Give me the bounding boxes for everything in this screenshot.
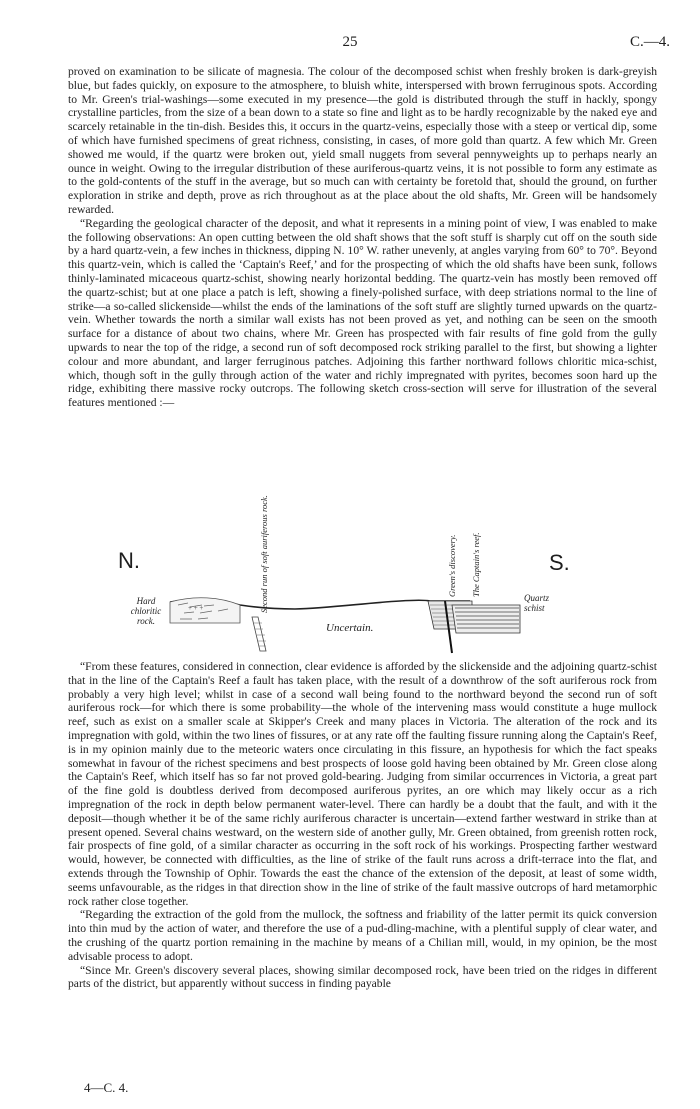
second-run-label: Second run of soft auriferous rock. — [259, 495, 269, 613]
quartz-schist-label: Quartz schist — [524, 593, 550, 613]
captains-reef-label: The Captain's reef. — [471, 532, 481, 597]
greens-discovery-label: Green's discovery. — [447, 534, 457, 597]
paragraph: “Regarding the geological character of the deposit, and what it represents in a mining point of view, I was enabled to make the following observations: An open cutting between the old shaft shows that the soft stuff is sharply cut off on the south side by a hard quartz-vein, a few inches in thickness, dipping N. 10° W. rather unevenly, at angles varying from 60° to 70°. Beyond this quartz-vein, which is called the ‘Captain's Reef,’ and for the prospecting of which the old shafts have been sunk, follows thinly-laminated micaceous quartz-schist, showing nearly horizontal bedding. The quartz-vein has mostly been removed off the quartz-schist; but at one place a patch is left, showing a finely-polished surface, with deep striations normal to the line of strike—a so-called slickenside—whilst the ends of the laminations of the soft stuff are slightly turned upwards on the quartz-vein. Whether towards the north a similar wall exists has not been proved as yet, and nothing can be seen on the smooth surface for a distance of about two chains, where Mr. Green has prospected with fair results of fine gold from the gully upwards to near the top of the ridge, a second run of soft decomposed rock striking parallel to the first, but showing a lighter colour and more abundant, and larger ferruginous patches. Adjoining this farther northward follows chloritic mica-schist, which, though soft in the gully through action of the water and richly impregnated with pyrites, becomes soon hard up the ridge, exhibiting there massive rocky outcrops. The following sketch cross-section will serve for illustration of the several features mentioned :— — [68, 216, 657, 410]
upper-text-block — [68, 65, 657, 410]
cross-section-figure — [100, 495, 620, 655]
chloritic-rock-crosses: + + + — [188, 604, 204, 612]
lower-text-block — [68, 660, 657, 991]
north-label: N. — [118, 548, 140, 573]
paragraph: “Regarding the extraction of the gold from the mullock, the softness and friability of the latter permit its quick conversion into thin mud by the action of water, and therefore the use of a pud-dling-machine, with a plentiful supply of clear water, and the crushing of the quartz portion remaining in the machine by means of a Chilian mill, would, in my opinion, be the most advisable process to adopt. — [68, 908, 657, 963]
sheet-signature: 4—C. 4. — [84, 1080, 129, 1095]
uncertain-label: Uncertain. — [326, 622, 374, 634]
hard-chloritic-rock-label: Hard chloritic rock. — [130, 596, 162, 626]
paragraph: “From these features, considered in connection, clear evidence is afforded by the slickenside and the adjoining quartz-schist that in the line of the Captain's Reef a fault has taken place, with the result of a downthrow of the soft auriferous rock from probably a very high level; whilst in case of a second wall being found to the northward beyond the second run of soft auriferous rock—for which there is some probability—the whole of the intervening mass would constitute a huge mullock reef, such as exist on a smaller scale at Skipper's Creek and many places in Victoria. The alteration of the rock and its impregnation with gold, within the two lines of fissures, or at any rate off the faulting fissure running along the Captain's Reef, is in my opinion mainly due to the meteoric waters once circulating in this fissure, an hypothesis for which the fact speaks somewhat in favour of the richest specimens and best prospects of loose gold having been obtained by Mr. Green close along the Captain's Reef, which itself has so far not proved gold-bearing. Judging from similar occurrences in Victoria, a great part of the fine gold is doubtless derived from decomposed auriferous pyrites, an ore which may likely occur as a rich impregnation of the rock in depth below permanent water-level. There can hardly be a doubt that the fault, and with it the deposit—though whether it be of the same richly auriferous character is uncertain—extend farther westward in strike than at present opened. Several chains westward, on the western side of another gully, Mr. Green obtained, from greenish rotten rock, fair prospects of fine gold, of a similar character as occurring in the soft rock of his workings. Prospecting farther westward would, however, be connected with difficulties, as the line of strike of the fault runs across a drift-terrace into the flat, and extends through the Township of Ophir. Towards the east the chance of the extension of the deposit, at least of some width, seems unfavourable, as the ridges in that direction show in the line of strike of the fault massive outcrops of hard metamorphic rock rather close together. — [68, 660, 657, 908]
south-label: S. — [549, 550, 570, 575]
paragraph: proved on examination to be silicate of magnesia. The colour of the decomposed schist when freshly broken is dark-greyish blue, but fades quickly, on exposure to the atmosphere, to bluish white, interspersed with brown ferruginous spots. According to Mr. Green's trial-washings—some executed in my presence—the gold is distributed through the stuff in hackly, spongy crystalline particles, from the size of a bean down to a state so fine and light as to be hardly recognizable by the naked eye and scarcely retainable in the tin-dish. Besides this, it occurs in the quartz-veins, especially those with a steep or vertical dip, some of which have furnished specimens of great richness, consisting, in cases, of more gold than quartz. A few which Mr. Green showed me would, if the quartz were broken out, yield small nuggets from several pennyweights up to perhaps nearly an ounce in weight. Owing to the irregular distribution of these auriferous-quartz veins, it is not possible to form any estimate as to the gold-contents of the stuff in the average, but so much can with certainty be foretold that, should the ground, on further exploration in strike and depth, prove as rich throughout as at the place about the old shafts, Mr. Green will be handsomely rewarded. — [68, 65, 657, 216]
quartz-schist-block — [452, 605, 520, 633]
page-number: 25 — [342, 34, 358, 50]
paragraph: “Since Mr. Green's discovery several places, showing similar decomposed rock, have been tried on the ridges in different parts of the district, but apparently without success in finding payable — [68, 963, 657, 991]
document-reference: C.—4. — [629, 34, 670, 50]
